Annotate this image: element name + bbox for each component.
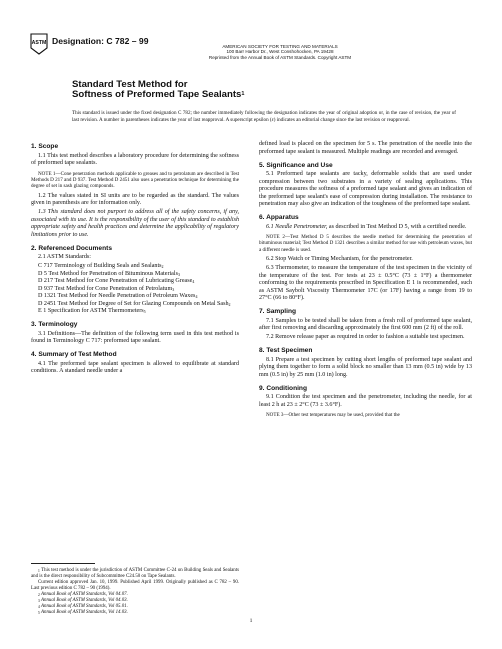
title-line-2 — [72, 90, 244, 100]
reference-text: C 717 Terminology of Building Seals and Sealants — [38, 263, 162, 270]
section-heading-referenced-documents: 2. Referenced Documents — [31, 244, 112, 252]
section-heading-terminology: 3. Terminology — [31, 321, 78, 329]
publisher-line: AMERICAN SOCIETY FOR TESTING AND MATERIALS — [222, 44, 338, 49]
publisher-block — [140, 44, 420, 60]
footnote-text: Annual Book of ASTM Standards, Vol 05.01. — [41, 604, 128, 609]
paragraph-7-2: 7.2 Remove release paper as required in order to fashion a suitable test specimen. — [266, 334, 465, 341]
footnote-divider — [31, 563, 95, 564]
paragraph-6-1 — [259, 224, 472, 232]
section-heading-summary: 4. Summary of Test Method — [31, 351, 117, 359]
reference-item — [31, 308, 239, 316]
issuance-note: This standard is issued under the fixed designation C 782; the number immediately following the designation indicates the year of original adoption or, in the case of revision, the year of last revision. A number in parentheses indicates the year of last reapproval. A superscript epsilon (ε) indicates an editorial change since the last revision or reapproval. — [72, 110, 456, 123]
footnote-mark: 2 — [38, 593, 40, 597]
footnote-text: Current edition approved Jan. 10, 1999. Published April 1999. Originally published as C 782 – 90. Last previous edition C 782 – 90 (1994). — [31, 580, 239, 591]
reference-item — [31, 293, 239, 301]
paragraph-1-3: 1.3 This standard does not purport to address all of the safety concerns, if any, associated with its use. It is the responsibility of the user of this standard to establish appropriate safety and health practices and determine the applicability of regulatory limitations prior to use. — [31, 209, 239, 238]
reference-footnote-mark: 5 — [143, 309, 146, 315]
reference-text: D 2451 Test Method for Degree of Set for Glazing Compounds on Metal Sash — [38, 300, 229, 307]
footnote-text: This test method is under the jurisdiction of ASTM Committee C-24 on Building Seals and Sealants and is the direct responsibility of Subcommittee C24.50 on Tape Sealants. — [31, 568, 239, 579]
footnote-mark: 3 — [38, 599, 40, 603]
svg-text:ASTM: ASTM — [31, 40, 47, 46]
reference-text: D 1321 Test Method for Needle Penetration of Petroleum Waxes — [38, 293, 196, 300]
footnote-mark: 5 — [38, 611, 40, 615]
paragraph-2-1: 2.1 ASTM Standards: — [38, 254, 91, 261]
footnote-mark: 4 — [38, 605, 40, 609]
paragraph-6-2: 6.2 Stop Watch or Timing Mechanism, for the penetrometer. — [266, 256, 413, 263]
title-footnote-mark: 1 — [241, 91, 245, 98]
document-title — [72, 80, 244, 101]
footnote-text: Annual Book of ASTM Standards, Vol 04.03. — [41, 598, 128, 603]
section-heading-significance: 5. Significance and Use — [259, 161, 333, 169]
title-line-1: Standard Test Method for — [72, 79, 188, 90]
reference-item — [31, 263, 239, 271]
reference-footnote-mark: 4 — [192, 279, 195, 285]
section-heading-sampling: 7. Sampling — [259, 308, 297, 316]
section-heading-apparatus: 6. Apparatus — [259, 214, 299, 221]
reference-footnote-mark: 2 — [228, 301, 231, 307]
footnote — [31, 610, 239, 616]
footnotes — [31, 563, 239, 616]
reference-text: D 5 Test Method for Penetration of Bituminous Materials — [38, 270, 178, 277]
designation: Designation: C 782 – 99 — [52, 36, 149, 46]
footnote-text: Annual Book of ASTM Standards, Vol 04.07. — [41, 592, 128, 597]
paragraph-9-1: 9.1 Condition the test specimen and the penetrometer, including the needle, for at least 2 h at 23 ± 2°C (73 ± 3.6°F). — [259, 394, 472, 408]
reference-footnote-mark: 4 — [195, 294, 198, 300]
note-3: NOTE 3—Other test temperatures may be used, provided that the — [266, 412, 400, 419]
reference-footnote-mark: 3 — [172, 286, 175, 292]
paragraph-3-1: 3.1 Definitions—The definition of the following term used in this test method is found in Terminology C 717: preformed tape sealant. — [31, 330, 239, 345]
paragraph-7-1: 7.1 Samples to be tested shall be taken from a fresh roll of preformed tape sealant, after first removing and discarding approximately the first 600 mm (2 ft) of the roll. — [259, 317, 472, 332]
footnote — [31, 580, 239, 592]
paragraph-5-1: 5.1 Preformed tape sealants are tacky, deformable solids that are used under compression between two substrates in a variety of sealing applications. This procedure measures the softness of a preformed tape sealant and gives an indication of the preformed tape sealant's ease of compression during installation. The resistance to penetration may also give an indication of the toughness of the preformed tape sealant. — [259, 171, 472, 207]
left-column — [31, 143, 239, 377]
paragraph-6-1-text: as described in Test Method D 5, with a certified needle. — [327, 223, 467, 230]
section-heading-scope: 1. Scope — [31, 143, 59, 150]
footnote-mark: 1 — [38, 569, 40, 573]
reference-footnote-mark: 2 — [161, 264, 164, 270]
publisher-line: 100 Barr Harbor Dr., West Conshohocken, PA 19428 — [226, 49, 334, 55]
paragraph-6-1-label: 6.1 Needle Penetrometer, — [266, 223, 328, 230]
reference-text: E 1 Specification for ASTM Thermometers — [38, 308, 144, 315]
reference-text: D 937 Test Method for Cone Penetration of Petrolatum — [38, 285, 173, 292]
paragraph-8-1: 8.1 Prepare a test specimen by cutting short lengths of preformed tape sealant and plying them together to form a solid block no smaller than 13 mm (0.5 in) wide by 13 mm (0.5 in) by 25 mm (1.0 in) long. — [259, 356, 472, 378]
paragraph-6-3: 6.3 Thermometer, to measure the temperature of the test specimen in the vicinity of the temperature of the test. For tests at 23 ± 0.5°C (73 ± 1°F) a thermometer conforming to the requirements prescribed in Specification E 1 is recommended, such as ASTM Saybolt Viscosity Thermometer 17C (or 17F) having a range from 19 to 27°C (66 to 80°F). — [259, 265, 472, 302]
astm-logo-icon — [30, 33, 48, 55]
footnote-text: Annual Book of ASTM Standards, Vol 14.03. — [41, 610, 128, 615]
reference-item — [31, 278, 239, 286]
paragraph-4-1: 4.1 The preformed tape sealant specimen is allowed to equilibrate at standard conditions. A standard needle under a — [31, 360, 239, 375]
footnote — [31, 568, 239, 580]
note-2: NOTE 2—Test Method D 5 describes the needle method for determining the penetration of bituminous material; Test Method D 1321 describes a similar method for use with petroleum waxes, but a different needle is used. — [259, 234, 472, 253]
publisher-line: Reprinted from the Annual Book of ASTM Standards. Copyright ASTM — [208, 54, 352, 60]
page-number: 1 — [249, 618, 253, 624]
title-text: Softness of Preformed Tape Sealants — [72, 89, 242, 101]
right-column — [259, 141, 472, 422]
paragraph-1-1: 1.1 This test method describes a laboratory procedure for determining the softness of preformed tape sealants. — [31, 152, 239, 166]
section-heading-conditioning: 9. Conditioning — [259, 384, 307, 392]
reference-footnote-mark: 3 — [177, 271, 180, 277]
note-1: NOTE 1—Cone penetration methods applicable to greases and to petrolatum are described in Test Methods D 217 and D 937. Test Method D 2451 also uses a penetration technique for determining the degree of set in sash glazing compounds. — [31, 170, 239, 190]
reference-text: D 217 Test Method for Cone Penetration of Lubricating Grease — [38, 278, 193, 285]
paragraph-4-1-continued: defined load is placed on the specimen for 5 s. The penetration of the needle into the preformed tape sealant is measured. Multiple readings are recorded and averaged. — [259, 141, 472, 155]
section-heading-test-specimen: 8. Test Specimen — [259, 347, 313, 355]
paragraph-1-2: 1.2 The values stated in SI units are to be regarded as the standard. The values given in parenthesis are for information only. — [31, 192, 239, 207]
